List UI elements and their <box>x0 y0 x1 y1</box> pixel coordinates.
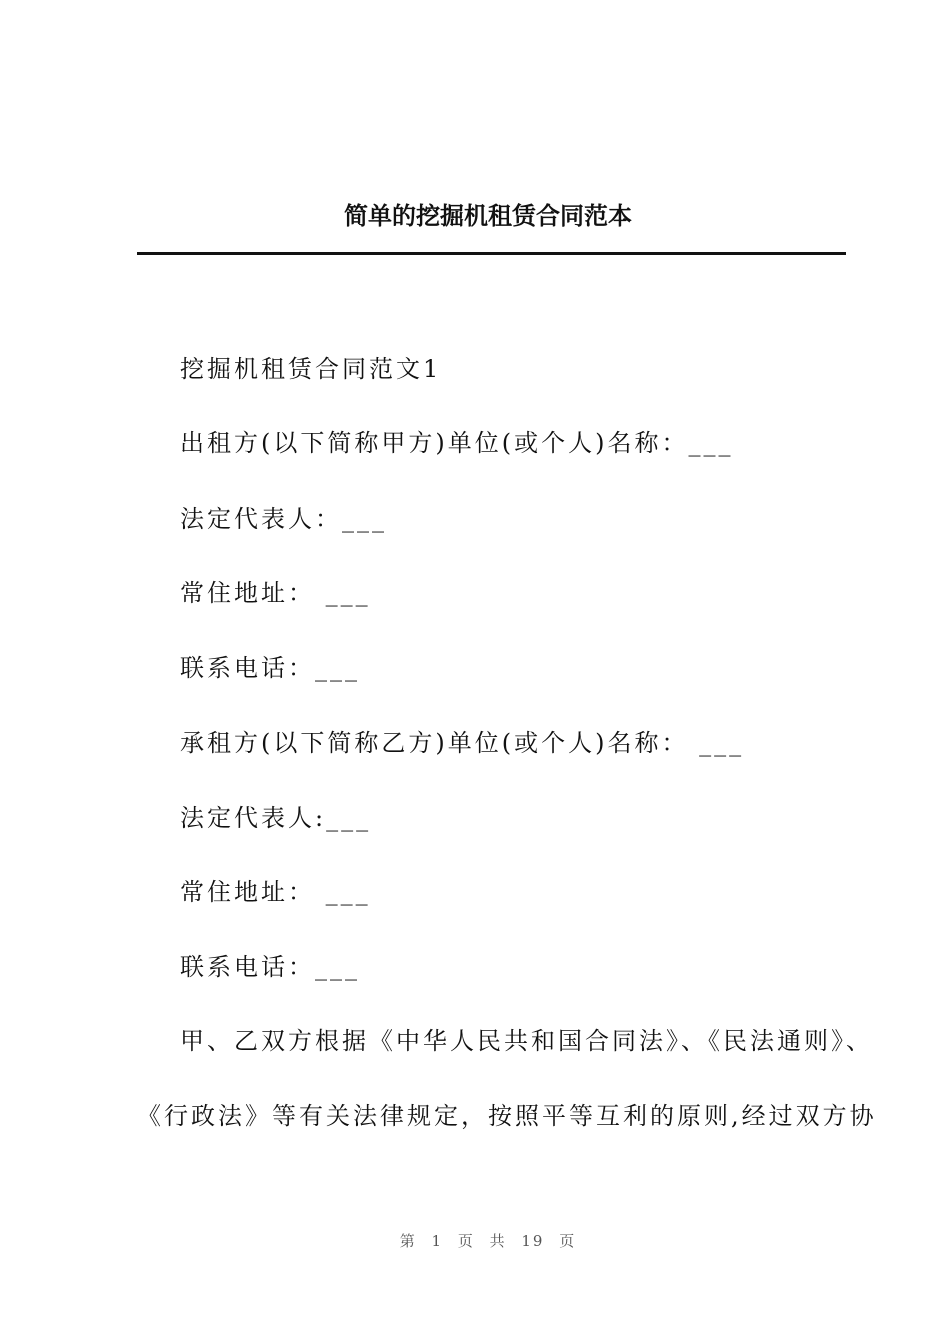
lessee-phone-line: 联系电话：___ <box>180 953 360 981</box>
body-paragraph-line-2: 《行政法》等有关法律规定，按照平等互利的原则,经过双方协 <box>137 1102 877 1130</box>
lessor-representative-line: 法定代表人：___ <box>180 505 387 533</box>
body-paragraph-line-1: 甲、乙双方根据《中华人民共和国合同法》、《民法通则》、 <box>180 1027 873 1055</box>
section-heading: 挖掘机租赁合同范文1 <box>180 355 442 383</box>
lessee-name-line: 承租方(以下简称乙方)单位(或个人)名称： ___ <box>180 729 745 757</box>
lessor-name-line: 出租方(以下简称甲方)单位(或个人)名称：___ <box>180 429 734 457</box>
lessee-representative-line: 法定代表人:___ <box>180 804 372 832</box>
document-title: 简单的挖掘机租赁合同范本 <box>344 201 632 230</box>
title-divider <box>137 252 846 255</box>
lessor-phone-line: 联系电话：___ <box>180 654 360 682</box>
page-number-footer: 第 1 页 共 19 页 <box>399 1232 577 1250</box>
lessor-address-line: 常住地址： ___ <box>180 579 371 607</box>
lessee-address-line: 常住地址： ___ <box>180 878 371 906</box>
